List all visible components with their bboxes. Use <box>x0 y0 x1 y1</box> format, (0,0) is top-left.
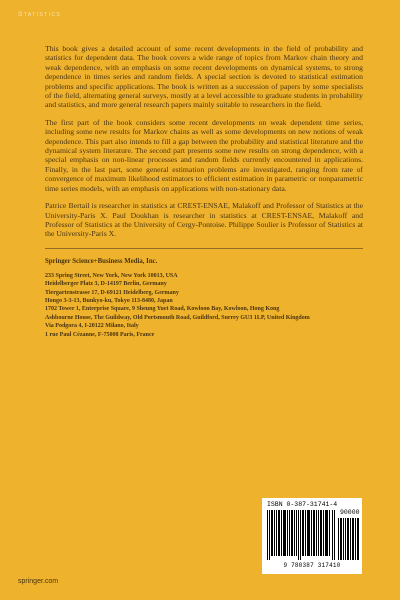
publisher-address: Hongo 3-3-13, Bunkyo-ku, Tokyo 113-8480, Japan <box>45 297 173 304</box>
description-paragraph-2: The first part of the book considers some recent developments on weak dependent time series, including some new results for Markov chains as well as some developments on new notions of weak dependence. This part also intends to fill a gap between the probability and statistical literature and the dynamical system literature. The second part presents some new results on strong dependence, with a special emphasis on non-linear processes and random fields currently encountered in applications. Finally, in the last part, some general estimation problems are investigated, ranging from rate of convergence of maximum likelihood estimators to efficient estimation in parametric or nonparametric time series models, with an emphasis on applications with non-stationary data. <box>45 117 363 193</box>
publisher-address: 1 rue Paul Cézanne, F-75008 Paris, France <box>45 331 155 338</box>
divider <box>45 248 363 249</box>
author-bio: Patrice Bertail is researcher in statistics at CREST-ENSAE, Malakoff and Professor of Statistics at the University-Paris X. Paul Doukhan is researcher in statistics at CREST-ENSAE, Malakoff and Professor of Statistics at the University of Cergy-Pontoise. Philippe Soulier is Professor of Statistics at the University-Paris X. <box>45 201 363 239</box>
isbn-text: ISBN 0-387-31741-4 <box>267 501 338 508</box>
description-paragraph-1: This book gives a detailed account of some recent developments in the field of probability and statistics for dependent data. The book covers a wide range of topics from Markov chain theory and weak dependence, with an emphasis on some recent developments on dynamical systems, to strong dependence in times series and random fields. A special section is devoted to statistical estimation problems and specific applications. The book is written as a succession of papers by some specialists of the field, alternating general surveys, mostly at a level accessible to graduate students in probability and statistics, and more general research papers mainly suitable to researchers in the field. <box>45 44 363 110</box>
publisher-address: Tiergartenstrasse 17, D-69121 Heidelberg, Germany <box>45 289 179 296</box>
publisher-address: Ashbourne House, The Guildway, Old Portsmouth Road, Guildford, Surrey GU3 1LP, United Kingdom <box>45 314 310 321</box>
price-code: 90000 <box>340 509 360 516</box>
publisher-address: Via Podgora 4, I-20122 Milano, Italy <box>45 323 139 330</box>
publisher-address: 1702 Tower 1, Enterprise Square, 9 Sheung Yuet Road, Kowloon Bay, Kowloon, Hong Kong <box>45 306 280 313</box>
publisher-name: Springer Science+Business Media, Inc. <box>45 257 158 265</box>
publisher-address: 233 Spring Street, New York, New York 10013, USA <box>45 272 178 279</box>
series-label: Statistics <box>18 11 62 18</box>
publisher-address: Heidelberger Platz 3, D-14197 Berlin, Germany <box>45 281 167 288</box>
publisher-website[interactable]: springer.com <box>18 578 59 585</box>
back-cover-text <box>45 44 363 339</box>
barcode-digits: 9 780387 317410 <box>283 562 341 569</box>
addon-barcode-icon <box>338 518 360 560</box>
barcode-icon <box>266 510 336 560</box>
isbn-barcode <box>262 498 362 574</box>
